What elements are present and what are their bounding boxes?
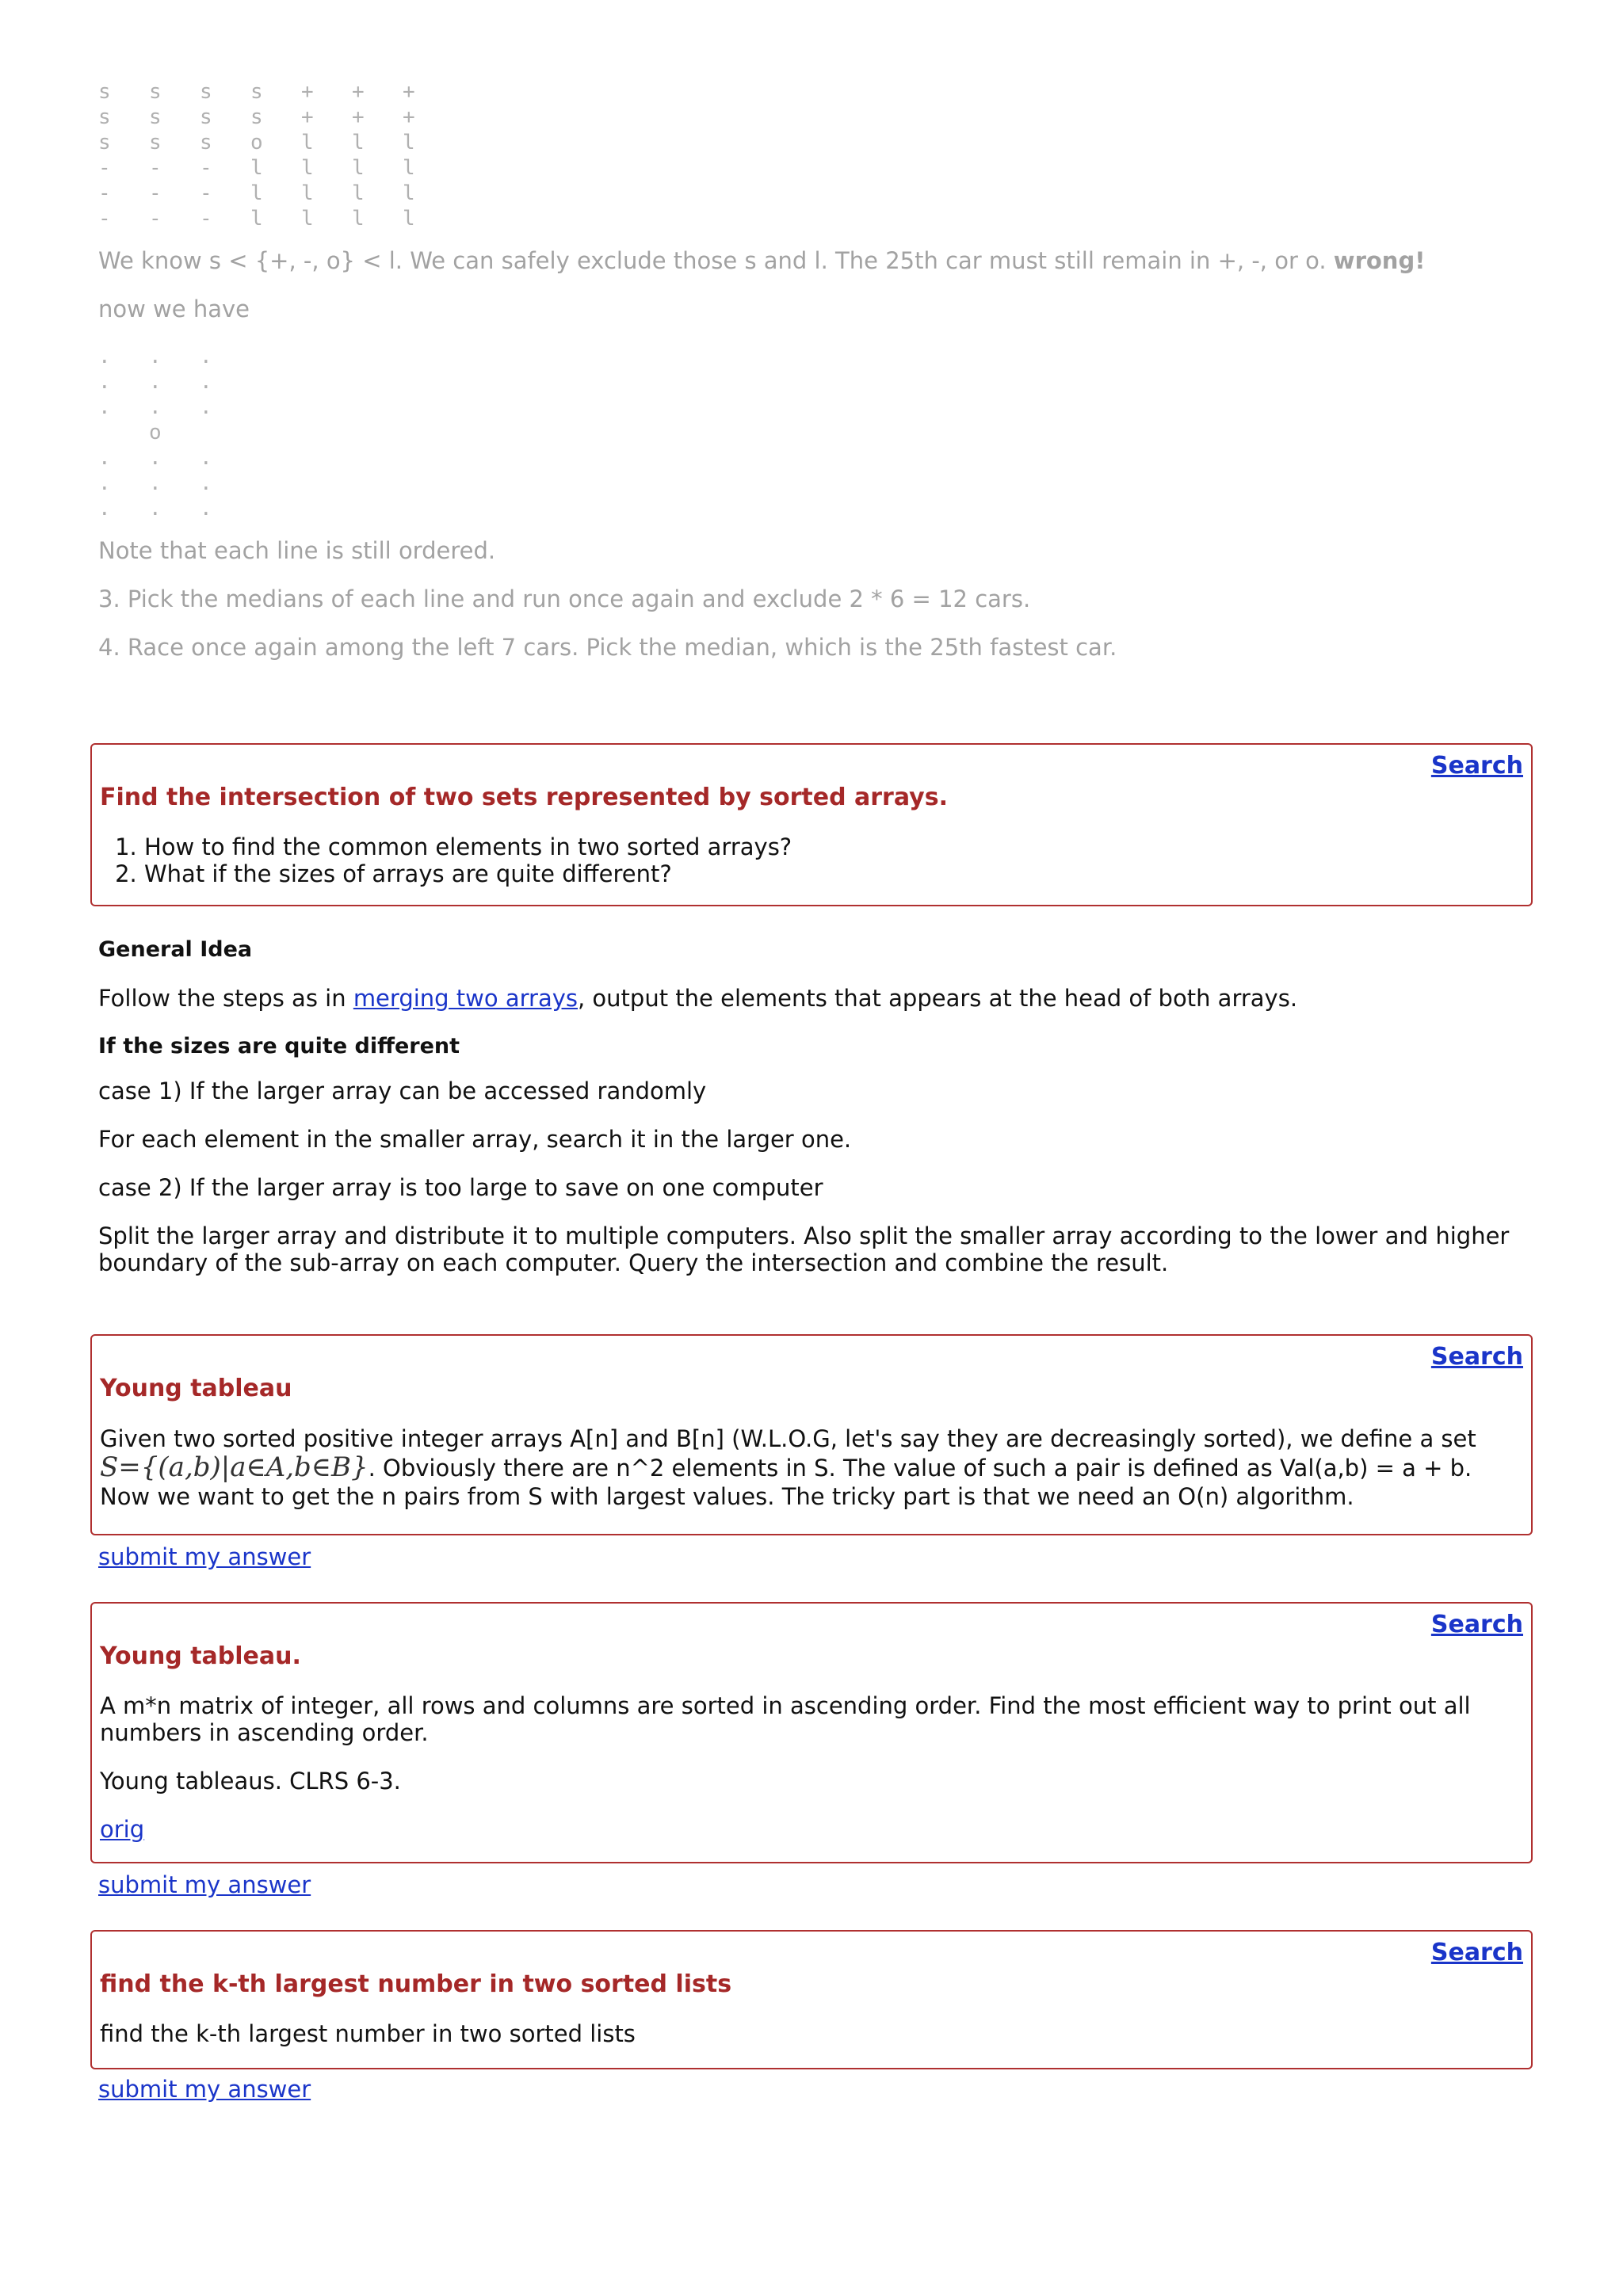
car-grid-cell: l (301, 156, 314, 180)
car-grid-cell: s (200, 105, 212, 129)
search-link[interactable]: Search (1430, 1343, 1523, 1371)
case-1-text: case 1) If the larger array can be accessed randomly (98, 1077, 707, 1104)
car-grid-cell: + (301, 80, 314, 104)
car-grid-cell: + (403, 80, 415, 104)
remaining-grid-cell: o (149, 421, 162, 444)
question-box-young-tableau-pairs (90, 1334, 1533, 1535)
remaining-grid-cell (98, 420, 149, 445)
car-grid-cell: - (149, 156, 162, 180)
remaining-grid-row (98, 395, 1541, 420)
car-grid-row (98, 130, 1541, 155)
car-grid-cell: - (98, 181, 111, 205)
car-grid-cell: s (98, 105, 111, 129)
exclusion-text: We know s < {+, -, o} < l. We can safely exclude those s and l. The 25th car must still remain in +, -, or o. (98, 247, 1327, 274)
car-grid-cell: l (250, 207, 263, 231)
remaining-grid-row (98, 445, 1541, 471)
paragraph-exclusion (98, 247, 1541, 274)
car-grid-cell: l (403, 156, 415, 180)
remaining-grid-cell: . (149, 370, 162, 394)
remaining-grid-cell: . (149, 446, 162, 470)
question-title: Find the intersection of two sets represented by sorted arrays. (100, 784, 948, 811)
merging-two-arrays-link[interactable]: merging two arrays (353, 985, 578, 1012)
remaining-grid-row (98, 344, 1541, 369)
car-grid-top (98, 79, 1541, 231)
car-grid-cell: + (403, 105, 415, 129)
car-grid-cell: s (250, 80, 263, 104)
remaining-grid-cell: . (200, 395, 212, 419)
submit-answer-link[interactable]: submit my answer (98, 2076, 311, 2103)
car-grid-remaining (98, 344, 1541, 521)
car-grid-row (98, 206, 1541, 231)
car-grid-cell: - (98, 207, 111, 231)
car-grid-cell: s (149, 105, 162, 129)
follow-pre-text: Follow the steps as in (98, 985, 353, 1012)
orig-link[interactable]: orig (100, 1816, 145, 1843)
question-title: find the k-th largest number in two sorted lists (100, 1970, 732, 1998)
car-grid-cell: + (352, 80, 365, 104)
remaining-grid-row (98, 420, 1541, 445)
car-grid-cell: l (352, 207, 365, 231)
remaining-grid-cell: . (200, 497, 212, 521)
car-grid-cell: s (250, 105, 263, 129)
answer-intersection (98, 936, 1541, 1298)
remaining-grid-cell: . (200, 370, 212, 394)
car-grid-cell: - (149, 207, 162, 231)
wrong-label: wrong! (1333, 247, 1426, 274)
set-formula: S={(a,b)|a∈A,b∈B} (100, 1451, 369, 1483)
step-3-text: 3. Pick the medians of each line and run once again and exclude 2 * 6 = 12 cars. (98, 585, 1031, 612)
question-box-young-tableau-matrix (90, 1602, 1533, 1863)
remaining-grid-row (98, 369, 1541, 395)
car-grid-cell: s (200, 131, 212, 154)
sizes-different-heading: If the sizes are quite different (98, 1034, 460, 1058)
car-grid-cell: l (250, 181, 263, 205)
question-reference: Young tableaus. CLRS 6-3. (100, 1768, 401, 1794)
remaining-grid-cell (200, 420, 250, 445)
car-grid-cell: s (200, 80, 212, 104)
follow-steps-text (98, 985, 1541, 1012)
car-grid-cell: s (98, 80, 111, 104)
car-grid-row (98, 181, 1541, 206)
car-grid-cell: - (98, 156, 111, 180)
car-grid-cell: - (200, 181, 212, 205)
car-grid-cell: l (352, 156, 365, 180)
remaining-grid-cell: . (149, 471, 162, 495)
case-1-detail: For each element in the smaller array, search it in the larger one. (98, 1126, 852, 1153)
car-grid-cell: l (352, 181, 365, 205)
car-grid-cell: l (250, 156, 263, 180)
question-text-post: . Obviously there are n^2 elements in S. The value of such a pair is defined as Val(a,b) = a + b. Now we want to get the n pairs from S with largest values. The tricky part is that we need an O(n) algorithm. (100, 1455, 1472, 1510)
question-box-kth-largest (90, 1930, 1533, 2069)
remaining-grid-row (98, 471, 1541, 496)
question-text: A m*n matrix of integer, all rows and columns are sorted in ascending order. Find the most efficient way to print out all numbers in ascending order. (100, 1692, 1471, 1746)
car-grid-cell: + (352, 105, 365, 129)
remaining-grid-cell: . (98, 345, 111, 368)
follow-post-text: , output the elements that appears at the head of both arrays. (578, 985, 1298, 1012)
question-title: Young tableau (100, 1375, 292, 1402)
car-grid-cell: l (301, 207, 314, 231)
remaining-grid-cell: . (98, 395, 111, 419)
car-grid-cell: s (149, 80, 162, 104)
remaining-grid-cell: . (149, 497, 162, 521)
prior-answer-content (98, 79, 1541, 682)
car-grid-cell: l (301, 131, 314, 154)
car-grid-cell: l (352, 131, 365, 154)
car-grid-cell: o (250, 131, 263, 154)
car-grid-cell: s (98, 131, 111, 154)
question-list-item: 1. How to find the common elements in two sorted arrays? (144, 833, 1523, 860)
search-link[interactable]: Search (1430, 1939, 1523, 1966)
submit-answer-link[interactable]: submit my answer (98, 1871, 311, 1898)
now-we-have-text: now we have (98, 296, 250, 322)
car-grid-cell: - (149, 181, 162, 205)
car-grid-cell: l (301, 181, 314, 205)
remaining-grid-cell: . (200, 471, 212, 495)
question-box-intersection (90, 743, 1533, 906)
car-grid-cell: - (200, 156, 212, 180)
car-grid-cell: + (301, 105, 314, 129)
question-text: find the k-th largest number in two sorted lists (100, 2020, 636, 2047)
remaining-grid-cell: . (98, 497, 111, 521)
remaining-grid-cell: . (200, 345, 212, 368)
car-grid-cell: l (403, 181, 415, 205)
car-grid-cell: l (403, 207, 415, 231)
car-grid-cell: s (149, 131, 162, 154)
remaining-grid-cell: . (149, 395, 162, 419)
case-2-detail: Split the larger array and distribute it to multiple computers. Also split the smaller array according to the lower and higher boundary of the sub-array on each computer. Query the intersection and combine the result. (98, 1222, 1510, 1276)
car-grid-cell: l (403, 131, 415, 154)
remaining-grid-cell: . (98, 471, 111, 495)
question-text (100, 1425, 1523, 1511)
case-2-text: case 2) If the larger array is too large to save on one computer (98, 1174, 823, 1201)
question-list-item: 2. What if the sizes of arrays are quite different? (144, 860, 1523, 887)
search-link[interactable]: Search (1430, 1611, 1523, 1638)
car-grid-row (98, 155, 1541, 181)
remaining-grid-cell: . (98, 446, 111, 470)
note-ordered-text: Note that each line is still ordered. (98, 537, 496, 564)
general-idea-heading: General Idea (98, 937, 253, 962)
question-list (100, 833, 1523, 887)
car-grid-row (98, 79, 1541, 105)
remaining-grid-cell: . (200, 446, 212, 470)
step-4-text: 4. Race once again among the left 7 cars. Pick the median, which is the 25th fastest car. (98, 634, 1117, 661)
submit-answer-link[interactable]: submit my answer (98, 1543, 311, 1570)
remaining-grid-cell: . (149, 345, 162, 368)
question-text-pre: Given two sorted positive integer arrays A[n] and B[n] (W.L.O.G, let's say they are decreasingly sorted), we define a set (100, 1425, 1476, 1452)
question-title: Young tableau. (100, 1642, 301, 1670)
remaining-grid-row (98, 496, 1541, 521)
remaining-grid-cell: . (98, 370, 111, 394)
car-grid-row (98, 105, 1541, 130)
car-grid-cell: - (200, 207, 212, 231)
search-link[interactable]: Search (1430, 752, 1523, 780)
